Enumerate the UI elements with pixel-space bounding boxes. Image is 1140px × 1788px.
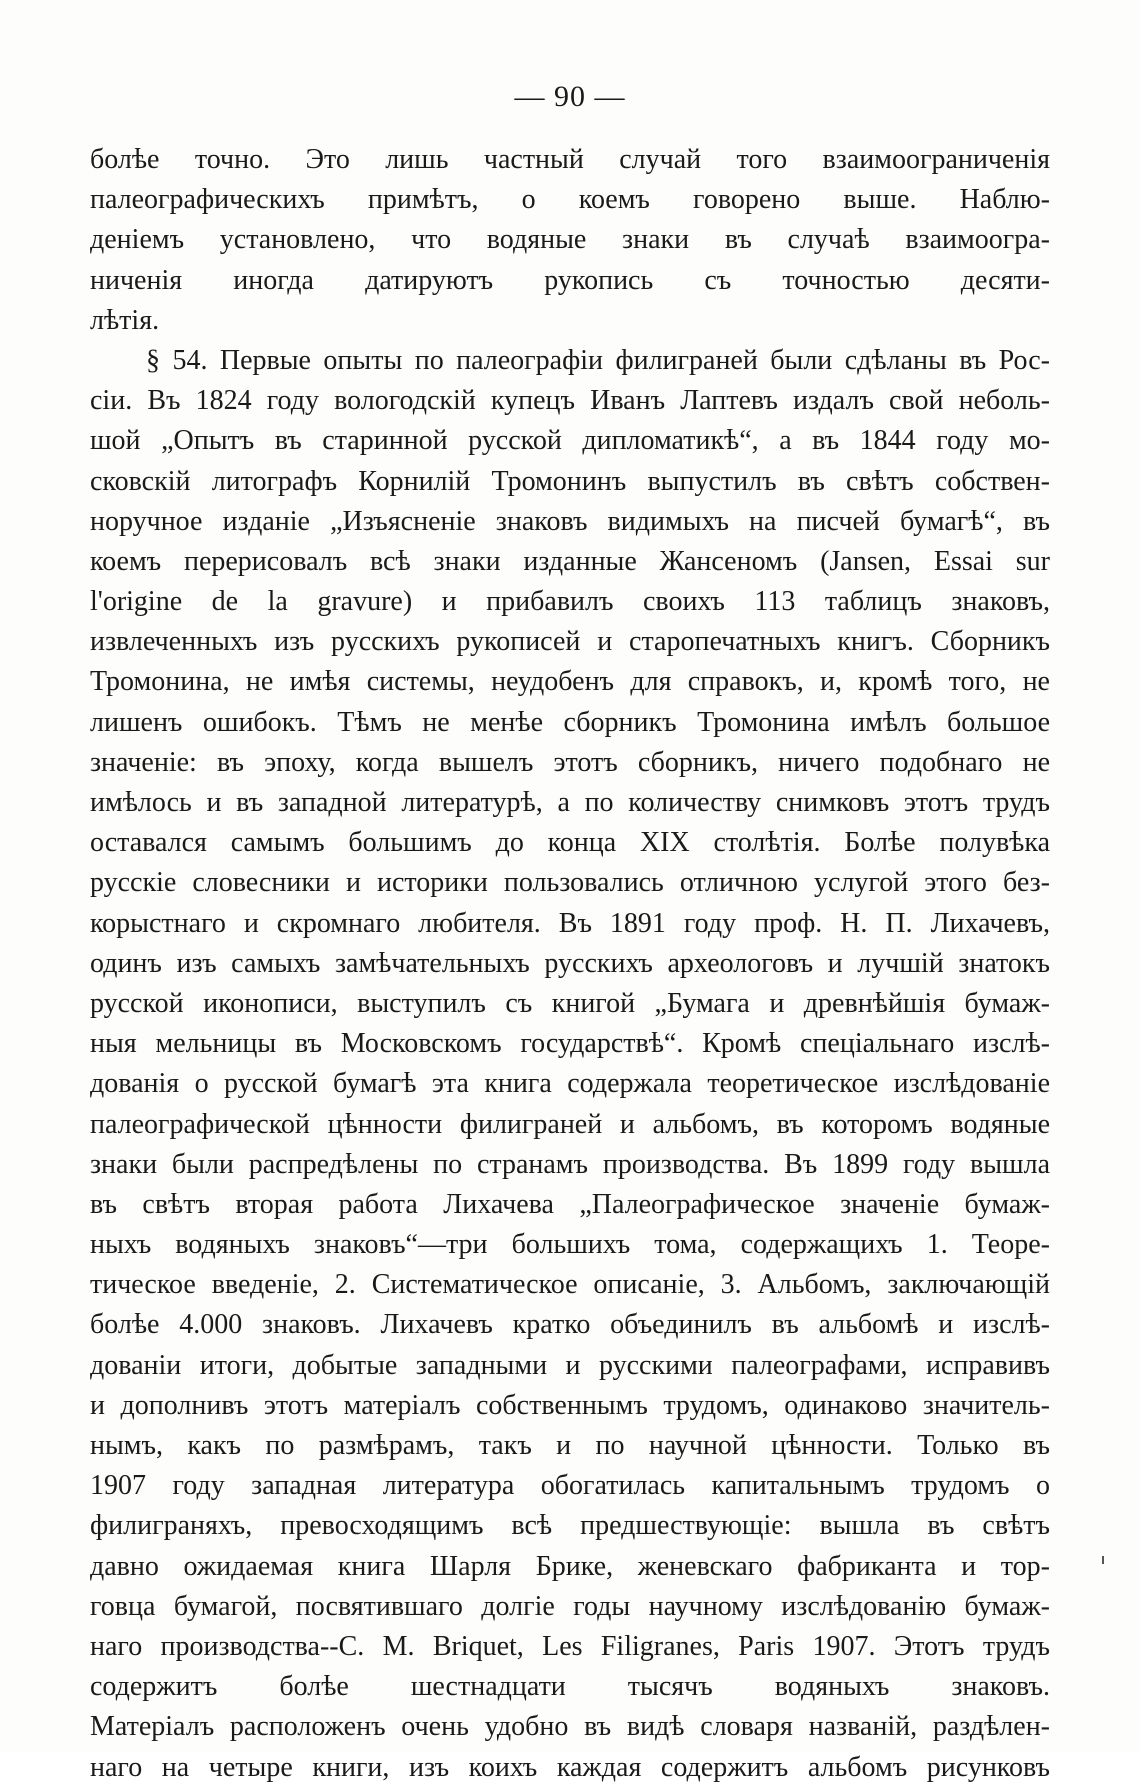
page-number: — 90 —	[514, 80, 626, 113]
text-line: палеографической цѣнности филиграней и альбомъ, въ которомъ водяные	[90, 1108, 1050, 1140]
text-line: нымъ, какъ по размѣрамъ, такъ и по научной цѣнности. Только въ	[90, 1430, 1050, 1461]
text-line: корыстнаго и скромнаго любителя. Въ 1891 году проф. Н. П. Лихачевъ,	[90, 907, 1050, 939]
text-line: дованія о русской бумагѣ эта книга содержала теоретическое изслѣдованіе	[90, 1068, 1050, 1100]
text-line: и дополнивъ этотъ матеріалъ собственнымъ трудомъ, одинаково значитель-	[90, 1389, 1050, 1421]
text-line: ниченія иногда датируютъ рукопись съ точностью десяти-	[90, 264, 1050, 296]
text-line: ныя мельницы въ Московскомъ государствѣ“. Кромѣ спеціальнаго изслѣ-	[90, 1028, 1050, 1060]
text-line: палеографическихъ примѣтъ, о коемъ говорено выше. Наблю-	[90, 184, 1050, 216]
text-line: тическое введеніе, 2. Систематическое описаніе, 3. Альбомъ, заключающій	[90, 1269, 1050, 1301]
text-line: оставался самымъ большимъ до конца XIX столѣтія. Болѣе полувѣка	[90, 827, 1050, 859]
text-line: содержитъ болѣе шестнадцати тысячъ водяныхъ знаковъ.	[90, 1671, 1050, 1703]
text-line: давно ожидаемая книга Шарля Брике, женевскаго фабриканта и тор-	[90, 1550, 1050, 1582]
text-line: филиграняхъ, превосходящимъ всѣ предшествующіе: вышла въ свѣтъ	[90, 1510, 1050, 1542]
paragraph	[90, 140, 1050, 341]
text-line: говца бумагой, посвятившаго долгіе годы научному изслѣдованію бумаж-	[90, 1590, 1050, 1622]
text-line: въ свѣтъ вторая работа Лихачева „Палеографическое значеніе бумаж-	[90, 1188, 1050, 1220]
text-line: 1907 году западная литература обогатилась капитальнымъ трудомъ о	[90, 1470, 1050, 1502]
text-line: наго производства--C. M. Briquet, Les Filigranes, Paris 1907. Этотъ трудъ	[90, 1630, 1050, 1662]
text-line: коемъ перерисовалъ всѣ знаки изданные Жансеномъ (Jansen, Essai sur	[90, 545, 1050, 577]
text-line: деніемъ установлено, что водяные знаки въ случаѣ взаимоогра-	[90, 224, 1050, 256]
text-line: сковскій литографъ Корнилій Тромонинъ выпустилъ въ свѣтъ собствен-	[90, 465, 1050, 497]
text-line: извлеченныхъ изъ русскихъ рукописей и старопечатныхъ книгъ. Сборникъ	[90, 626, 1050, 658]
ink-mark	[1102, 1556, 1104, 1564]
text-line: § 54. Первые опыты по палеографіи филиграней были сдѣланы въ Рос-	[146, 344, 1050, 376]
text-line: норучное изданіе „Изъясненіе знаковъ видимыхъ на писчей бумагѣ“, въ	[90, 505, 1050, 537]
paragraph	[90, 341, 1050, 1788]
text-line: Тромонина, не имѣя системы, неудобенъ для справокъ, и, кромѣ того, не	[90, 666, 1050, 698]
text-line: болѣе 4.000 знаковъ. Лихачевъ кратко объединилъ въ альбомѣ и изслѣ-	[90, 1309, 1050, 1341]
text-line: наго на четыре книги, изъ коихъ каждая содержитъ альбомъ рисунковъ	[90, 1751, 1050, 1783]
text-line: болѣе точно. Это лишь частный случай того взаимоограниченія	[90, 144, 1050, 175]
text-line: лишенъ ошибокъ. Тѣмъ не менѣе сборникъ Тромонина имѣлъ большое	[90, 706, 1050, 738]
text-line: знаки были распредѣлены по странамъ производства. Въ 1899 году вышла	[90, 1148, 1050, 1180]
text-line: ныхъ водяныхъ знаковъ“—три большихъ тома, содержащихъ 1. Теоре-	[90, 1229, 1050, 1261]
text-line: сіи. Въ 1824 году вологодскій купецъ Иванъ Лаптевъ издалъ свой неболь-	[90, 385, 1050, 417]
text-line: имѣлось и въ западной литературѣ, а по количеству снимковъ этотъ трудъ	[90, 787, 1050, 818]
text-line: Матеріалъ расположенъ очень удобно въ видѣ словаря названій, раздѣлен-	[90, 1711, 1050, 1743]
body-text	[90, 140, 1050, 1788]
text-line: русскіе словесники и историки пользовались отличною услугой этого без-	[90, 867, 1050, 899]
text-line: одинъ изъ самыхъ замѣчательныхъ русскихъ археологовъ и лучшій знатокъ	[90, 947, 1050, 979]
text-line: l'origine de la gravure) и прибавилъ своихъ 113 таблицъ знаковъ,	[90, 586, 1050, 618]
text-line: лѣтія.	[90, 304, 160, 336]
text-line: русской иконописи, выступилъ съ книгой „Бумага и древнѣйшія бумаж-	[90, 987, 1050, 1019]
text-line: дованіи итоги, добытые западными и русскими палеографами, исправивъ	[90, 1349, 1050, 1381]
text-line: значеніе: въ эпоху, когда вышелъ этотъ сборникъ, ничего подобнаго не	[90, 746, 1050, 778]
text-line: шой „Опытъ въ старинной русской дипломатикѣ“, а въ 1844 году мо-	[90, 425, 1050, 457]
